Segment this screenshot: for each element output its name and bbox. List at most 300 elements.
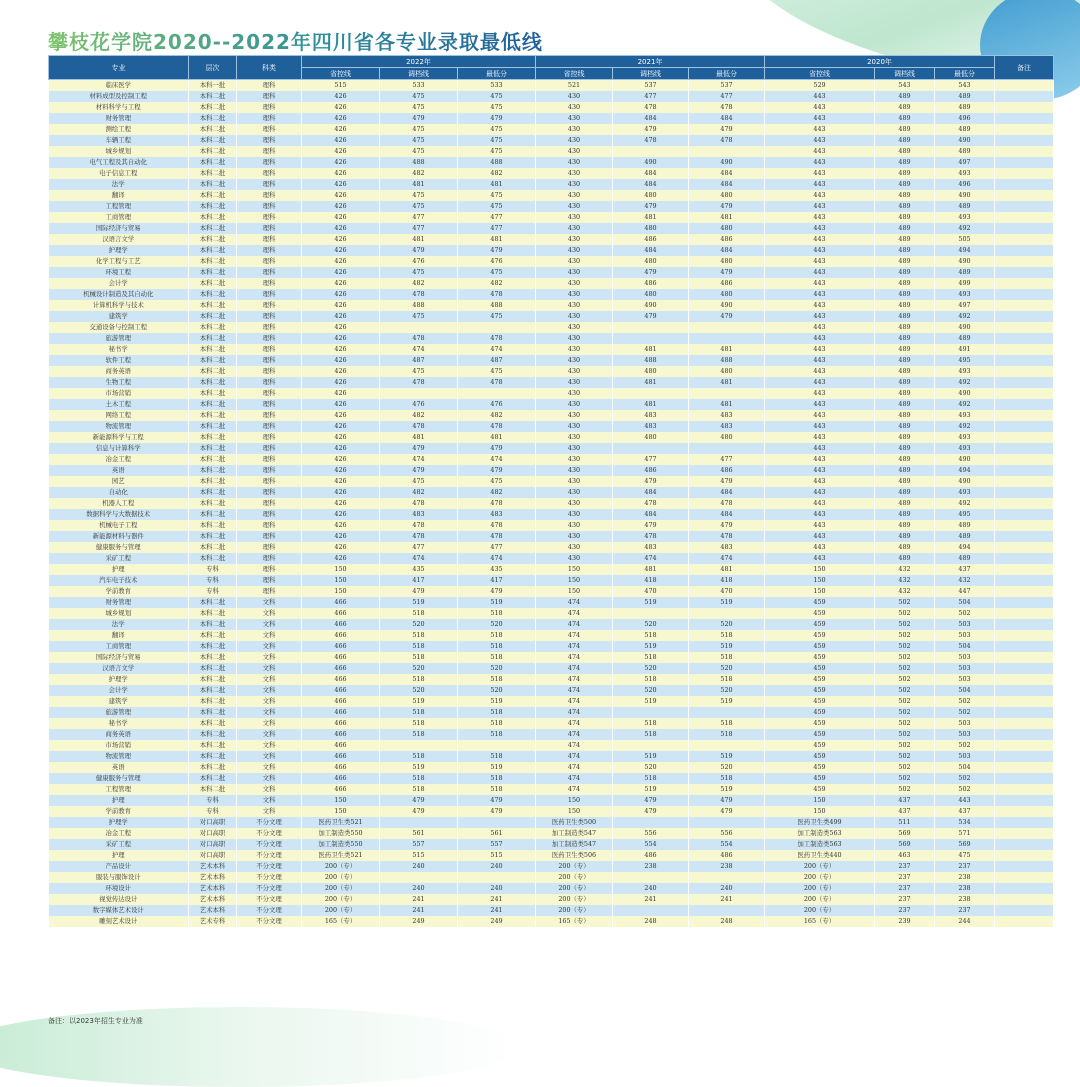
- cell-2021-adjust: 484: [613, 245, 689, 256]
- cell-2021-control: 165（专）: [536, 916, 613, 927]
- table-row: [49, 729, 1054, 740]
- cell-major: 城乡规划: [49, 608, 189, 619]
- cell-2022-adjust: 518: [380, 674, 458, 685]
- cell-2021-min: 470: [689, 586, 765, 597]
- cell-2022-adjust: [380, 740, 458, 751]
- cell-subject: 理科: [237, 102, 302, 113]
- cell-2021-min: 486: [689, 278, 765, 289]
- cell-2021-adjust: 479: [613, 201, 689, 212]
- cell-2022-control: 466: [302, 685, 380, 696]
- cell-2021-control: 200（专）: [536, 861, 613, 872]
- cell-2020-adjust: 489: [875, 146, 935, 157]
- cell-level: 本科二批: [189, 289, 237, 300]
- cell-2020-adjust: 489: [875, 289, 935, 300]
- cell-2022-control: 426: [302, 553, 380, 564]
- cell-2020-min: 490: [935, 256, 995, 267]
- cell-2022-control: 426: [302, 179, 380, 190]
- cell-remark: [995, 542, 1054, 553]
- cell-2021-control: 430: [536, 399, 613, 410]
- cell-level: 本科二批: [189, 542, 237, 553]
- cell-2021-control: 474: [536, 619, 613, 630]
- table-row: [49, 762, 1054, 773]
- header-2021-control: 省控线: [536, 68, 613, 80]
- cell-2022-control: 医药卫生类521: [302, 817, 380, 828]
- cell-remark: [995, 278, 1054, 289]
- table-row: [49, 663, 1054, 674]
- cell-2020-adjust: 489: [875, 278, 935, 289]
- cell-level: 本科二批: [189, 333, 237, 344]
- cell-level: 对口高职: [189, 828, 237, 839]
- cell-remark: [995, 729, 1054, 740]
- cell-2020-control: 459: [765, 685, 875, 696]
- cell-2020-adjust: 489: [875, 223, 935, 234]
- cell-2021-adjust: 490: [613, 157, 689, 168]
- cell-major: 视觉传达设计: [49, 894, 189, 905]
- cell-2021-min: 520: [689, 619, 765, 630]
- cell-2020-min: 437: [935, 806, 995, 817]
- cell-2020-min: 495: [935, 509, 995, 520]
- cell-2020-control: 443: [765, 355, 875, 366]
- cell-2020-adjust: 237: [875, 861, 935, 872]
- cell-2020-control: 443: [765, 135, 875, 146]
- cell-major: 法学: [49, 619, 189, 630]
- cell-2021-adjust: [613, 333, 689, 344]
- cell-remark: [995, 124, 1054, 135]
- cell-level: 专科: [189, 806, 237, 817]
- cell-major: 旅游管理: [49, 333, 189, 344]
- cell-2022-min: 519: [458, 762, 536, 773]
- header-level: 层次: [189, 56, 237, 80]
- cell-2022-control: 426: [302, 443, 380, 454]
- cell-2021-control: 430: [536, 344, 613, 355]
- cell-2021-control: 430: [536, 410, 613, 421]
- cell-2021-adjust: 479: [613, 795, 689, 806]
- cell-2020-adjust: 489: [875, 344, 935, 355]
- cell-2022-adjust: 518: [380, 608, 458, 619]
- cell-level: 艺术本科: [189, 905, 237, 916]
- cell-remark: [995, 377, 1054, 388]
- cell-2022-min: 479: [458, 465, 536, 476]
- cell-2021-control: 474: [536, 751, 613, 762]
- cell-2020-adjust: 489: [875, 410, 935, 421]
- cell-2020-adjust: 489: [875, 256, 935, 267]
- cell-subject: 不分文理: [237, 850, 302, 861]
- cell-2022-min: 518: [458, 652, 536, 663]
- cell-subject: 理科: [237, 476, 302, 487]
- cell-2022-min: 518: [458, 674, 536, 685]
- cell-2020-control: 443: [765, 168, 875, 179]
- cell-2022-control: 426: [302, 311, 380, 322]
- cell-2022-adjust: 479: [380, 586, 458, 597]
- cell-2020-control: 443: [765, 366, 875, 377]
- cell-2020-control: 443: [765, 454, 875, 465]
- cell-2022-control: 426: [302, 267, 380, 278]
- cell-remark: [995, 894, 1054, 905]
- cell-2021-adjust: 486: [613, 850, 689, 861]
- cell-2021-adjust: 479: [613, 124, 689, 135]
- cell-2020-min: 491: [935, 344, 995, 355]
- cell-2021-adjust: 518: [613, 630, 689, 641]
- cell-2020-control: 459: [765, 762, 875, 773]
- cell-2021-min: 479: [689, 311, 765, 322]
- cell-2021-min: [689, 740, 765, 751]
- table-row: [49, 311, 1054, 322]
- cell-2020-min: 499: [935, 278, 995, 289]
- cell-2020-adjust: 502: [875, 641, 935, 652]
- cell-2022-min: 477: [458, 212, 536, 223]
- cell-2022-control: 426: [302, 498, 380, 509]
- cell-major: 信息与计算科学: [49, 443, 189, 454]
- cell-2020-adjust: 489: [875, 267, 935, 278]
- cell-2020-control: 150: [765, 586, 875, 597]
- cell-2022-control: 466: [302, 663, 380, 674]
- cell-2020-control: 200（专）: [765, 861, 875, 872]
- cell-2021-adjust: 519: [613, 597, 689, 608]
- table-row: [49, 575, 1054, 586]
- cell-2022-control: 426: [302, 157, 380, 168]
- cell-2020-control: 443: [765, 201, 875, 212]
- cell-major: 学前教育: [49, 586, 189, 597]
- cell-2020-adjust: 489: [875, 399, 935, 410]
- cell-subject: 文科: [237, 762, 302, 773]
- cell-2022-control: 426: [302, 113, 380, 124]
- header-2022-control: 省控线: [302, 68, 380, 80]
- cell-2020-adjust: 489: [875, 190, 935, 201]
- cell-remark: [995, 256, 1054, 267]
- cell-2020-min: 493: [935, 289, 995, 300]
- cell-2020-adjust: 502: [875, 663, 935, 674]
- cell-remark: [995, 146, 1054, 157]
- cell-major: 电气工程及其自动化: [49, 157, 189, 168]
- cell-2021-min: 477: [689, 454, 765, 465]
- cell-2021-min: 474: [689, 553, 765, 564]
- cell-major: 物流管理: [49, 421, 189, 432]
- cell-major: 数据科学与大数据技术: [49, 509, 189, 520]
- table-row: [49, 113, 1054, 124]
- table-row: [49, 366, 1054, 377]
- cell-2022-control: 426: [302, 333, 380, 344]
- cell-2021-min: [689, 388, 765, 399]
- cell-2021-min: 478: [689, 498, 765, 509]
- cell-2022-min: 482: [458, 410, 536, 421]
- cell-major: 新能源材料与器件: [49, 531, 189, 542]
- cell-2021-control: 474: [536, 674, 613, 685]
- cell-2022-adjust: 518: [380, 751, 458, 762]
- cell-2020-adjust: 489: [875, 212, 935, 223]
- table-row: [49, 520, 1054, 531]
- cell-2022-control: 426: [302, 520, 380, 531]
- cell-subject: 理科: [237, 256, 302, 267]
- cell-2020-min: 569: [935, 839, 995, 850]
- cell-major: 财务管理: [49, 113, 189, 124]
- cell-2021-control: 200（专）: [536, 883, 613, 894]
- cell-2021-min: 480: [689, 190, 765, 201]
- cell-2021-min: 238: [689, 861, 765, 872]
- cell-2020-min: 447: [935, 586, 995, 597]
- cell-remark: [995, 707, 1054, 718]
- cell-remark: [995, 498, 1054, 509]
- cell-2020-min: 493: [935, 443, 995, 454]
- cell-2022-control: 150: [302, 586, 380, 597]
- cell-2021-control: 医药卫生类506: [536, 850, 613, 861]
- table-row: [49, 817, 1054, 828]
- cell-major: 会计学: [49, 278, 189, 289]
- cell-2021-control: 474: [536, 707, 613, 718]
- cell-2021-control: 430: [536, 377, 613, 388]
- cell-2021-adjust: [613, 322, 689, 333]
- cell-major: 机械设计制造及其自动化: [49, 289, 189, 300]
- cell-2021-min: 519: [689, 751, 765, 762]
- cell-2021-min: 483: [689, 542, 765, 553]
- cell-2022-adjust: 478: [380, 289, 458, 300]
- cell-subject: 理科: [237, 135, 302, 146]
- table-row: [49, 344, 1054, 355]
- cell-2022-min: 518: [458, 718, 536, 729]
- cell-remark: [995, 773, 1054, 784]
- cell-2020-adjust: 489: [875, 234, 935, 245]
- cell-2022-min: [458, 872, 536, 883]
- cell-remark: [995, 421, 1054, 432]
- cell-2022-adjust: 482: [380, 168, 458, 179]
- cell-2021-adjust: 554: [613, 839, 689, 850]
- table-row: [49, 91, 1054, 102]
- cell-2022-adjust: 475: [380, 366, 458, 377]
- cell-2020-control: 443: [765, 333, 875, 344]
- cell-subject: 理科: [237, 355, 302, 366]
- cell-2020-control: 459: [765, 729, 875, 740]
- cell-remark: [995, 322, 1054, 333]
- cell-2021-adjust: 484: [613, 168, 689, 179]
- cell-level: 本科二批: [189, 729, 237, 740]
- cell-2021-min: 554: [689, 839, 765, 850]
- cell-2021-adjust: 480: [613, 289, 689, 300]
- cell-2020-control: 443: [765, 190, 875, 201]
- cell-2022-adjust: 474: [380, 553, 458, 564]
- cell-2021-adjust: 483: [613, 421, 689, 432]
- cell-2022-min: 240: [458, 861, 536, 872]
- cell-2021-control: 430: [536, 311, 613, 322]
- cell-major: 新能源科学与工程: [49, 432, 189, 443]
- cell-2021-control: 430: [536, 465, 613, 476]
- cell-2022-min: 478: [458, 377, 536, 388]
- cell-2021-min: 478: [689, 102, 765, 113]
- cell-2021-control: 430: [536, 267, 613, 278]
- cell-2021-control: 430: [536, 146, 613, 157]
- cell-2021-min: 483: [689, 421, 765, 432]
- cell-2022-min: 561: [458, 828, 536, 839]
- cell-2022-adjust: 475: [380, 135, 458, 146]
- cell-2022-adjust: 478: [380, 531, 458, 542]
- cell-2022-min: 474: [458, 553, 536, 564]
- table-row: [49, 795, 1054, 806]
- cell-2022-control: 426: [302, 234, 380, 245]
- cell-2020-control: 443: [765, 344, 875, 355]
- cell-level: 本科二批: [189, 113, 237, 124]
- cell-2021-control: 430: [536, 421, 613, 432]
- cell-2021-adjust: 238: [613, 861, 689, 872]
- cell-2021-adjust: 478: [613, 102, 689, 113]
- cell-2020-adjust: 502: [875, 619, 935, 630]
- cell-remark: [995, 883, 1054, 894]
- cell-subject: 理科: [237, 487, 302, 498]
- cell-2020-adjust: 489: [875, 443, 935, 454]
- cell-2022-min: 475: [458, 366, 536, 377]
- cell-major: 服装与服饰设计: [49, 872, 189, 883]
- cell-2020-control: 443: [765, 146, 875, 157]
- cell-level: 专科: [189, 795, 237, 806]
- table-row: [49, 784, 1054, 795]
- cell-subject: 文科: [237, 696, 302, 707]
- cell-2021-adjust: 479: [613, 476, 689, 487]
- cell-2020-control: 150: [765, 575, 875, 586]
- cell-2022-adjust: 475: [380, 91, 458, 102]
- cell-remark: [995, 311, 1054, 322]
- cell-2021-control: 474: [536, 729, 613, 740]
- cell-subject: 理科: [237, 157, 302, 168]
- table-row: [49, 509, 1054, 520]
- cell-2020-control: 443: [765, 465, 875, 476]
- cell-2020-adjust: 502: [875, 773, 935, 784]
- cell-subject: 文科: [237, 729, 302, 740]
- cell-2020-adjust: 237: [875, 894, 935, 905]
- cell-2021-control: 430: [536, 531, 613, 542]
- cell-2020-control: 443: [765, 388, 875, 399]
- cell-major: 法学: [49, 179, 189, 190]
- header-subject: 科类: [237, 56, 302, 80]
- cell-subject: 理科: [237, 168, 302, 179]
- cell-2021-control: 加工制造类547: [536, 839, 613, 850]
- cell-2022-min: 515: [458, 850, 536, 861]
- cell-2020-control: 加工制造类563: [765, 828, 875, 839]
- cell-2021-min: 518: [689, 652, 765, 663]
- cell-subject: 理科: [237, 146, 302, 157]
- cell-major: 商务英语: [49, 366, 189, 377]
- cell-subject: 理科: [237, 531, 302, 542]
- cell-2020-min: 494: [935, 542, 995, 553]
- cell-level: 本科二批: [189, 784, 237, 795]
- cell-level: 本科二批: [189, 300, 237, 311]
- cell-2021-adjust: 479: [613, 806, 689, 817]
- cell-2021-min: 477: [689, 91, 765, 102]
- cell-2022-min: 474: [458, 344, 536, 355]
- cell-2022-adjust: 481: [380, 432, 458, 443]
- cell-2020-adjust: 502: [875, 630, 935, 641]
- cell-2022-min: 518: [458, 784, 536, 795]
- cell-2021-adjust: 537: [613, 80, 689, 92]
- cell-2020-min: 497: [935, 300, 995, 311]
- page-title: 攀枝花学院2020--2022年四川省各专业录取最低线: [48, 26, 543, 55]
- cell-2021-adjust: 481: [613, 377, 689, 388]
- cell-2020-adjust: 502: [875, 729, 935, 740]
- cell-major: 健康服务与管理: [49, 542, 189, 553]
- cell-2020-min: 502: [935, 696, 995, 707]
- cell-2021-adjust: 483: [613, 542, 689, 553]
- table-row: [49, 465, 1054, 476]
- cell-2022-adjust: 533: [380, 80, 458, 92]
- cell-level: 本科二批: [189, 190, 237, 201]
- cell-major: 物流管理: [49, 751, 189, 762]
- cell-subject: 不分文理: [237, 883, 302, 894]
- cell-2022-adjust: 476: [380, 256, 458, 267]
- cell-2021-adjust: 518: [613, 729, 689, 740]
- cell-2022-adjust: 518: [380, 652, 458, 663]
- cell-major: 汉语言文学: [49, 663, 189, 674]
- cell-2020-adjust: 543: [875, 80, 935, 92]
- cell-remark: [995, 333, 1054, 344]
- table-row: [49, 454, 1054, 465]
- header-2022-adjust: 调档线: [380, 68, 458, 80]
- cell-subject: 理科: [237, 344, 302, 355]
- cell-level: 本科二批: [189, 223, 237, 234]
- cell-2022-control: 466: [302, 641, 380, 652]
- cell-2020-min: 497: [935, 157, 995, 168]
- cell-2021-min: 486: [689, 465, 765, 476]
- cell-2020-adjust: 489: [875, 311, 935, 322]
- cell-2021-min: 481: [689, 564, 765, 575]
- cell-remark: [995, 135, 1054, 146]
- cell-level: 本科二批: [189, 531, 237, 542]
- cell-2021-control: 150: [536, 795, 613, 806]
- cell-remark: [995, 80, 1054, 92]
- cell-subject: 理科: [237, 553, 302, 564]
- cell-2020-adjust: 489: [875, 509, 935, 520]
- cell-2021-control: 医药卫生类500: [536, 817, 613, 828]
- cell-2021-adjust: 481: [613, 564, 689, 575]
- cell-2022-adjust: 474: [380, 454, 458, 465]
- cell-2022-min: 518: [458, 608, 536, 619]
- cell-major: 汽车电子技术: [49, 575, 189, 586]
- cell-2020-adjust: 489: [875, 91, 935, 102]
- cell-level: 本科二批: [189, 146, 237, 157]
- cell-subject: 理科: [237, 190, 302, 201]
- cell-subject: 文科: [237, 784, 302, 795]
- cell-level: 本科二批: [189, 520, 237, 531]
- cell-level: 本科二批: [189, 685, 237, 696]
- cell-2022-min: 481: [458, 432, 536, 443]
- cell-2022-adjust: 478: [380, 498, 458, 509]
- cell-2022-control: 426: [302, 278, 380, 289]
- cell-remark: [995, 443, 1054, 454]
- cell-2021-min: 481: [689, 377, 765, 388]
- cell-2020-control: 459: [765, 718, 875, 729]
- cell-major: 市场营销: [49, 740, 189, 751]
- cell-2021-adjust: 478: [613, 531, 689, 542]
- cell-2021-min: 519: [689, 597, 765, 608]
- cell-2022-min: 475: [458, 201, 536, 212]
- cell-2022-adjust: 240: [380, 861, 458, 872]
- table-row: [49, 102, 1054, 113]
- cell-2020-control: 529: [765, 80, 875, 92]
- cell-subject: 文科: [237, 641, 302, 652]
- cell-subject: 文科: [237, 630, 302, 641]
- cell-major: 财务管理: [49, 597, 189, 608]
- table-row: [49, 234, 1054, 245]
- cell-2021-adjust: 490: [613, 300, 689, 311]
- table-row: [49, 278, 1054, 289]
- table-row: [49, 718, 1054, 729]
- cell-subject: 理科: [237, 366, 302, 377]
- cell-2022-min: 475: [458, 91, 536, 102]
- cell-level: 本科二批: [189, 124, 237, 135]
- cell-2020-adjust: 489: [875, 245, 935, 256]
- table-row: [49, 487, 1054, 498]
- cell-subject: 理科: [237, 201, 302, 212]
- cell-subject: 理科: [237, 333, 302, 344]
- cell-2021-control: 200（专）: [536, 905, 613, 916]
- cell-2020-min: 493: [935, 212, 995, 223]
- cell-2022-adjust: 475: [380, 311, 458, 322]
- cell-subject: 理科: [237, 399, 302, 410]
